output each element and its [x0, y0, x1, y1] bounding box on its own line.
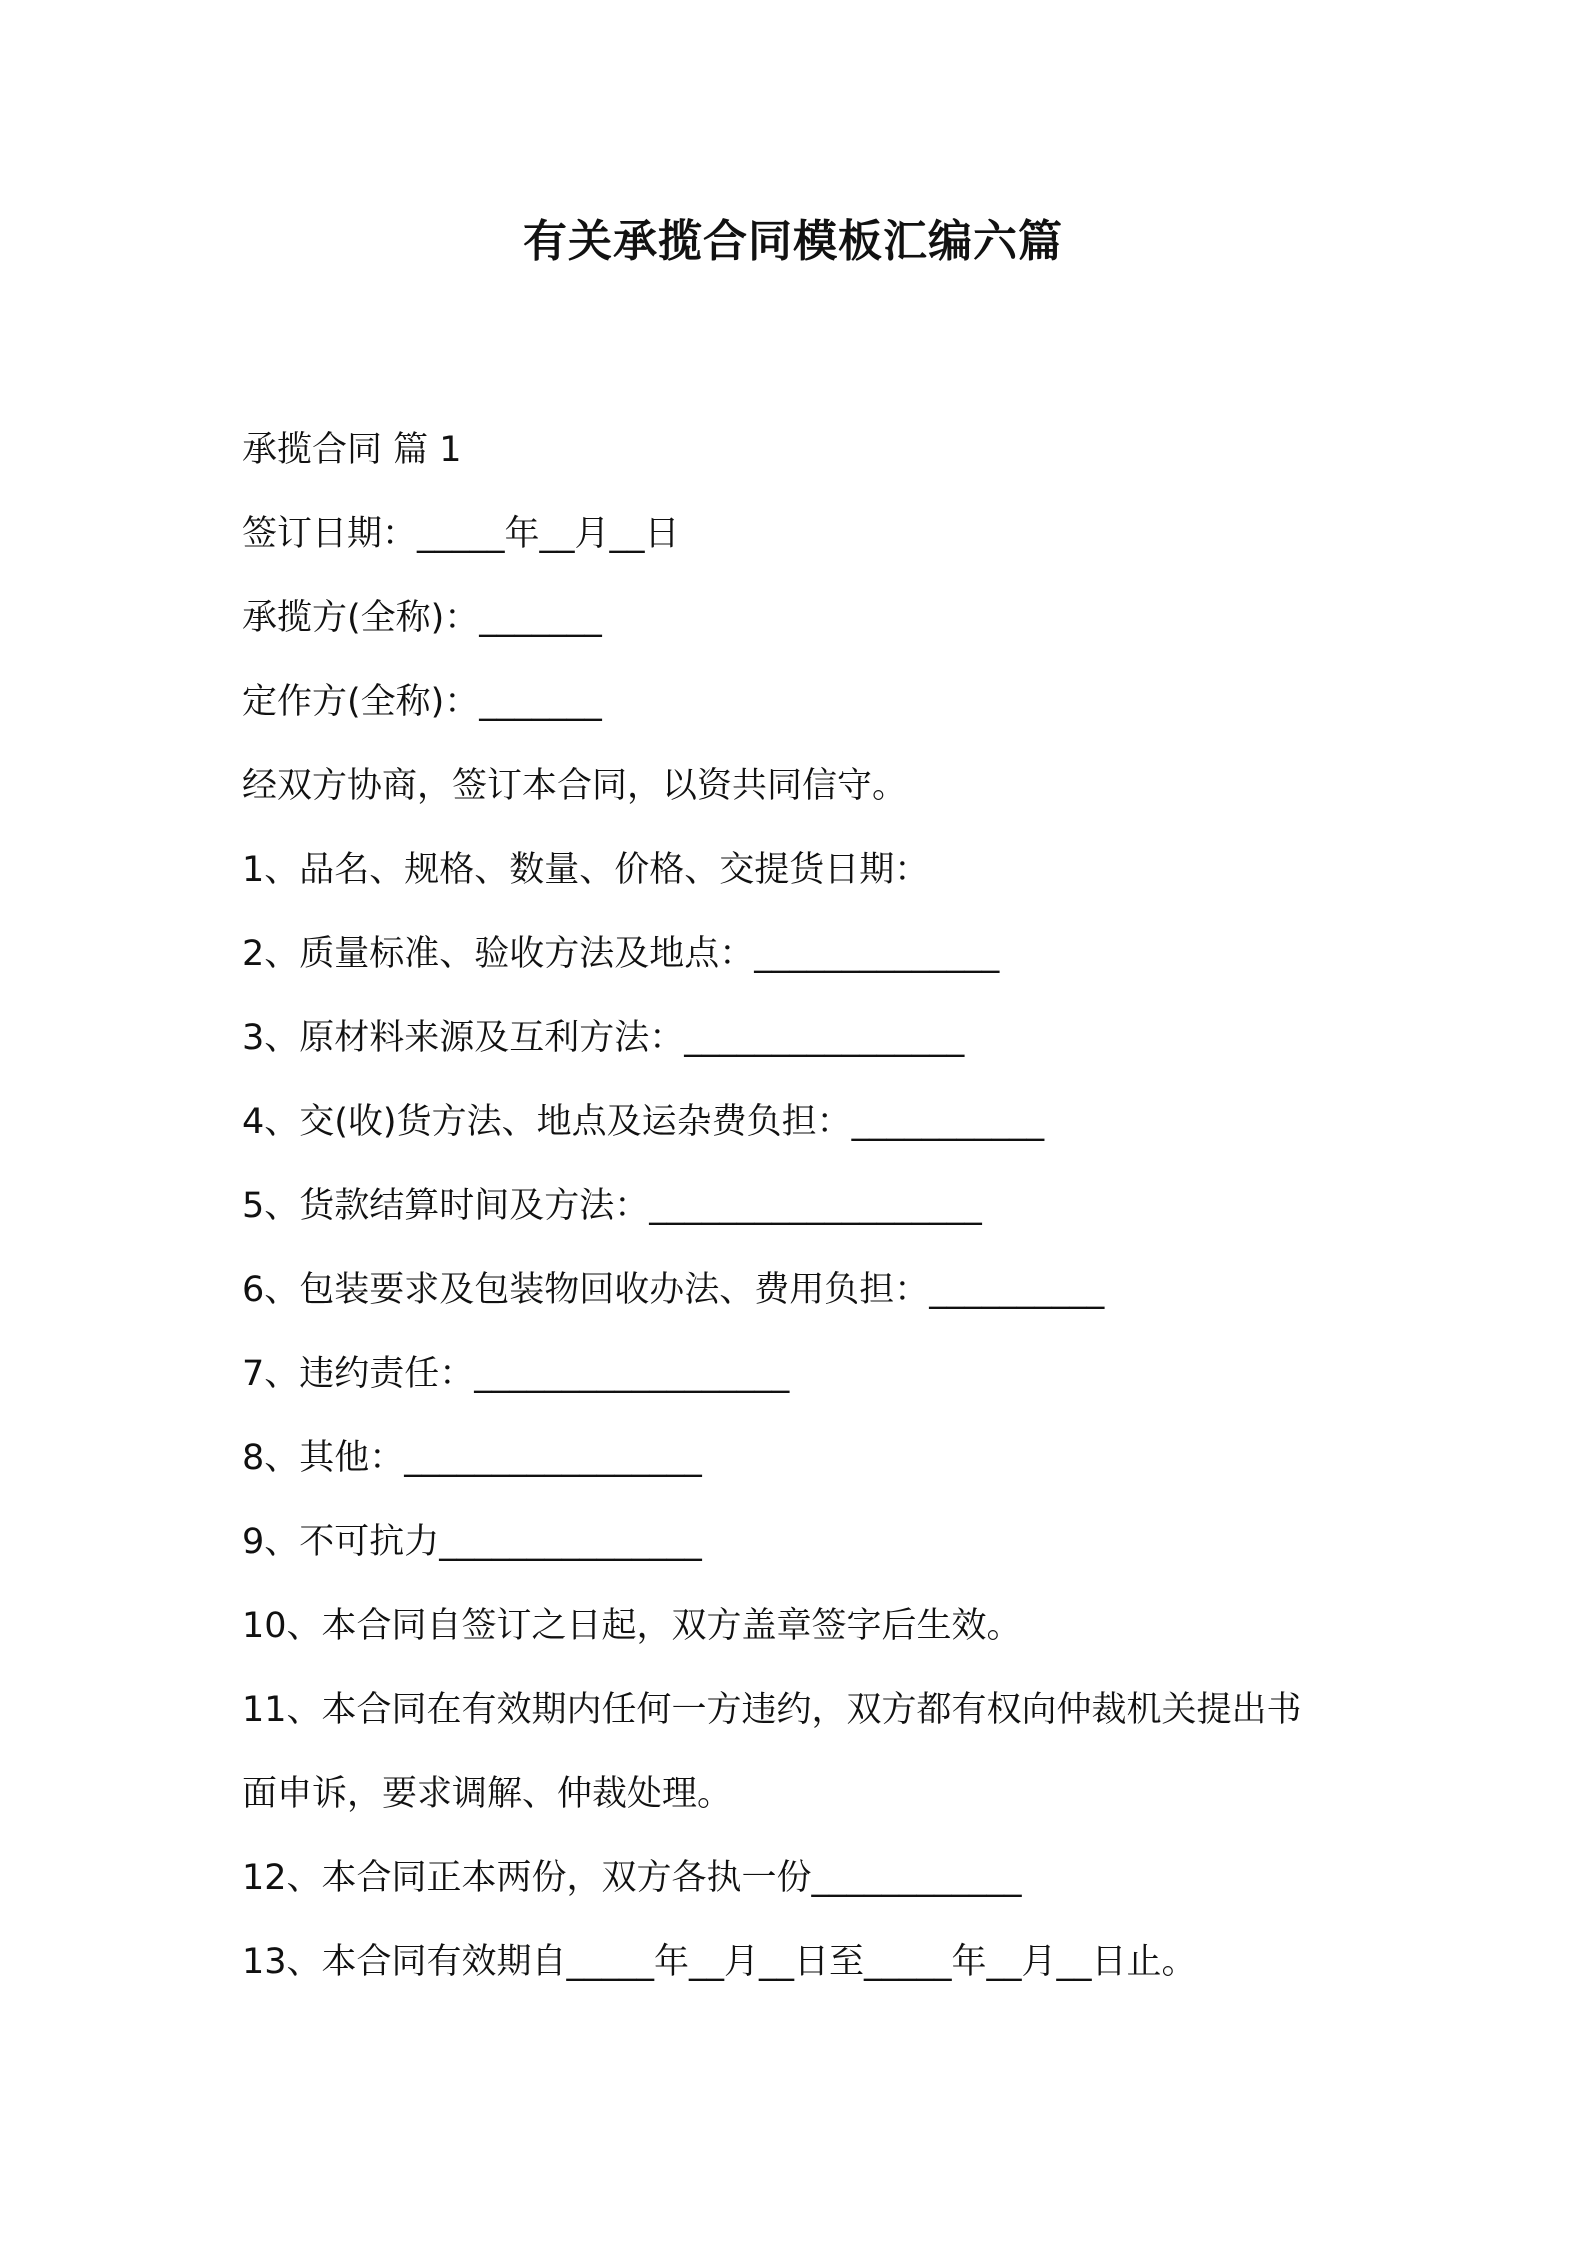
clause-7: 7、违约责任：__________________	[242, 1354, 790, 1394]
clause-9: 9、不可抗力_______________	[242, 1522, 702, 1562]
contractor-line: 承揽方(全称)：_______	[242, 598, 602, 638]
clause-11-continued: 面申诉，要求调解、仲裁处理。	[242, 1774, 733, 1814]
document-body	[242, 408, 1352, 2004]
clause-12: 12、本合同正本两份，双方各执一份____________	[242, 1858, 1022, 1898]
clause-13: 13、本合同有效期自_____年__月__日至_____年__月__日止。	[242, 1942, 1197, 1982]
clause-5: 5、货款结算时间及方法：___________________	[242, 1186, 982, 1226]
ordering-party-line: 定作方(全称)：_______	[242, 682, 602, 722]
preamble-line: 经双方协商，签订本合同，以资共同信守。	[242, 766, 908, 806]
document-title: 有关承揽合同模板汇编六篇	[523, 216, 1063, 267]
clause-6: 6、包装要求及包装物回收办法、费用负担：__________	[242, 1270, 1105, 1310]
section-heading: 承揽合同 篇 1	[242, 430, 462, 470]
clause-8: 8、其他：_________________	[242, 1438, 702, 1478]
clause-3: 3、原材料来源及互利方法：________________	[242, 1018, 965, 1058]
signing-date-line: 签订日期：_____年__月__日	[242, 514, 680, 554]
clause-10: 10、本合同自签订之日起，双方盖章签字后生效。	[242, 1606, 1022, 1646]
clause-4: 4、交(收)货方法、地点及运杂费负担：___________	[242, 1102, 1045, 1142]
clause-1: 1、品名、规格、数量、价格、交提货日期：	[242, 850, 930, 890]
clause-11: 11、本合同在有效期内任何一方违约，双方都有权向仲裁机关提出书	[242, 1690, 1302, 1730]
clause-2: 2、质量标准、验收方法及地点：______________	[242, 934, 1000, 974]
